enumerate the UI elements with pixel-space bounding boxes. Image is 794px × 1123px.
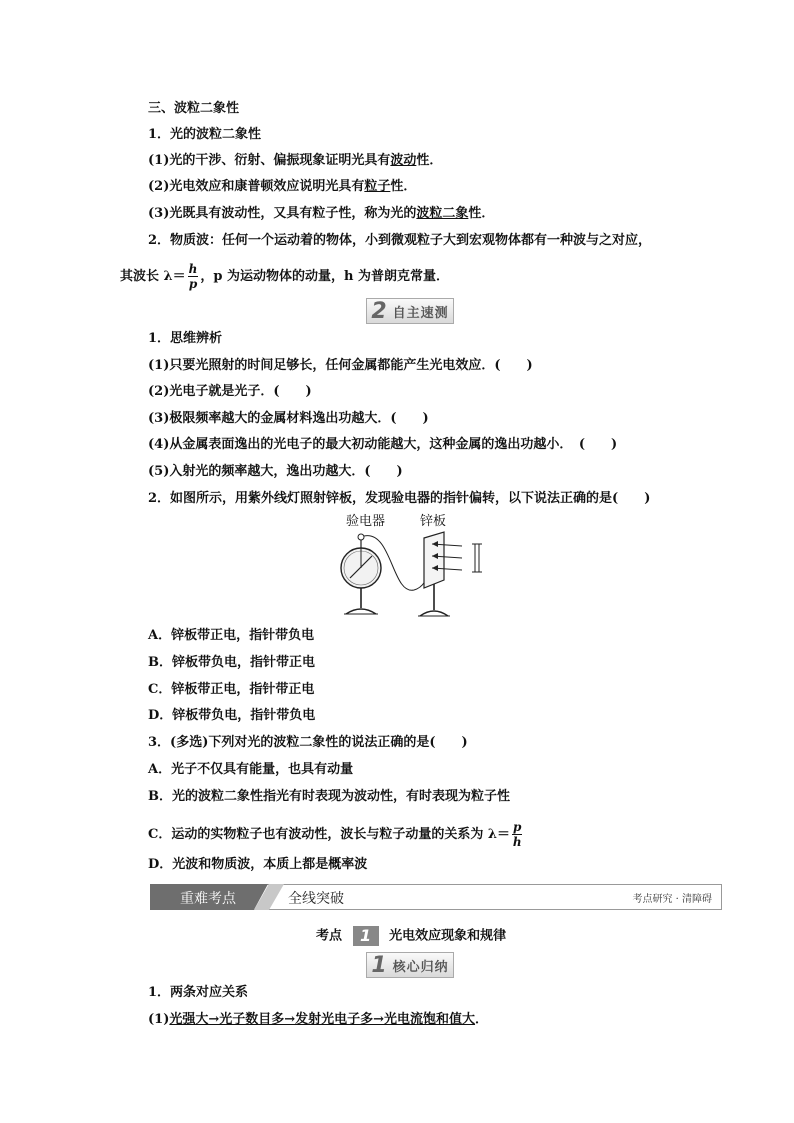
subsection-title: 1．光的波粒二象性 — [148, 127, 262, 142]
option-b: B．锌板带负电，指针带正电 — [148, 655, 315, 670]
question-3-stem: 3．(多选)下列对光的波粒二象性的说法正确的是( ) — [148, 735, 468, 750]
paragraph-1-2: (2)光电效应和康普顿效应说明光具有粒子性． — [148, 179, 417, 194]
option-d: D．光波和物质波，本质上都是概率波 — [148, 857, 368, 872]
blank-answer: 粒子 — [364, 179, 391, 194]
section-banner — [150, 884, 722, 910]
section-heading: 三、波粒二象性 — [148, 101, 240, 116]
question-2-stem: 2．如图所示，用紫外线灯照射锌板，发现验电器的指针偏转，以下说法正确的是( ) — [148, 491, 651, 506]
banner-middle-text: 全线突破 — [288, 891, 344, 907]
option-d: D．锌板带负电，指针带负电 — [148, 708, 316, 723]
electroscope-figure — [332, 510, 482, 620]
formula-fraction: $\frac{p}{h}$ — [512, 820, 522, 849]
figure-label-zinc-plate: 锌板 — [420, 514, 447, 529]
list-item: (4)从金属表面逸出的光电子的最大初动能越大，这种金属的逸出功越小． ( ) — [148, 437, 618, 452]
option-a: A．锌板带正电，指针带负电 — [148, 628, 315, 643]
list-item: (1)只要光照射的时间足够长，任何金属都能产生光电效应．( ) — [148, 358, 533, 373]
apparatus-drawing — [332, 510, 482, 620]
core-item-1: (1)光强大→光子数目多→发射光电子多→光电流饱和值大． — [148, 1012, 489, 1027]
kaodian-heading: 考点 1 光电效应现象和规律 — [316, 926, 507, 945]
option-c: C．运动的实物粒子也有波动性，波长与粒子动量的关系为 λ＝ $\frac{p}{h}$ — [148, 820, 522, 849]
paragraph-1-1: (1)光的干涉、衍射、偏振现象证明光具有波动性． — [148, 153, 443, 168]
list-item: (3)极限频率越大的金属材料逸出功越大．( ) — [148, 411, 429, 426]
list-item: (5)入射光的频率越大，逸出功越大．( ) — [148, 464, 403, 479]
core-title: 1．两条对应关系 — [148, 985, 249, 1000]
paragraph-1-3: (3)光既具有波动性，又具有粒子性，称为光的波粒二象性． — [148, 206, 495, 221]
badge-self-test: 2 自主速测 — [366, 298, 454, 324]
option-a: A．光子不仅具有能量，也具有动量 — [148, 762, 354, 777]
banner-right-text: 考点研究 · 清障碍 — [632, 894, 712, 905]
formula-fraction: $\frac{h}{p}$ — [188, 262, 198, 291]
blank-answer: 波动 — [390, 153, 417, 168]
blank-answer: 波粒二象 — [416, 206, 469, 221]
option-c: C．锌板带正电，指针带正电 — [148, 682, 315, 697]
figure-label-electroscope: 验电器 — [346, 514, 386, 529]
paragraph-2-line2: 其波长 λ＝ $\frac{h}{p}$ ，p 为运动物体的动量，h 为普朗克常量． — [120, 262, 449, 291]
option-b: B．光的波粒二象性指光有时表现为波动性，有时表现为粒子性 — [148, 789, 510, 804]
question-1-title: 1．思维辨析 — [148, 331, 223, 346]
banner-left-text: 重难考点 — [180, 891, 236, 907]
kaodian-number: 1 — [353, 926, 379, 946]
paragraph-2-line1: 2．物质波：任何一个运动着的物体，小到微观粒子大到宏观物体都有一种波与之对应， — [148, 233, 652, 248]
badge-core-summary: 1 核心归纳 — [366, 952, 454, 978]
list-item: (2)光电子就是光子．( ) — [148, 384, 312, 399]
